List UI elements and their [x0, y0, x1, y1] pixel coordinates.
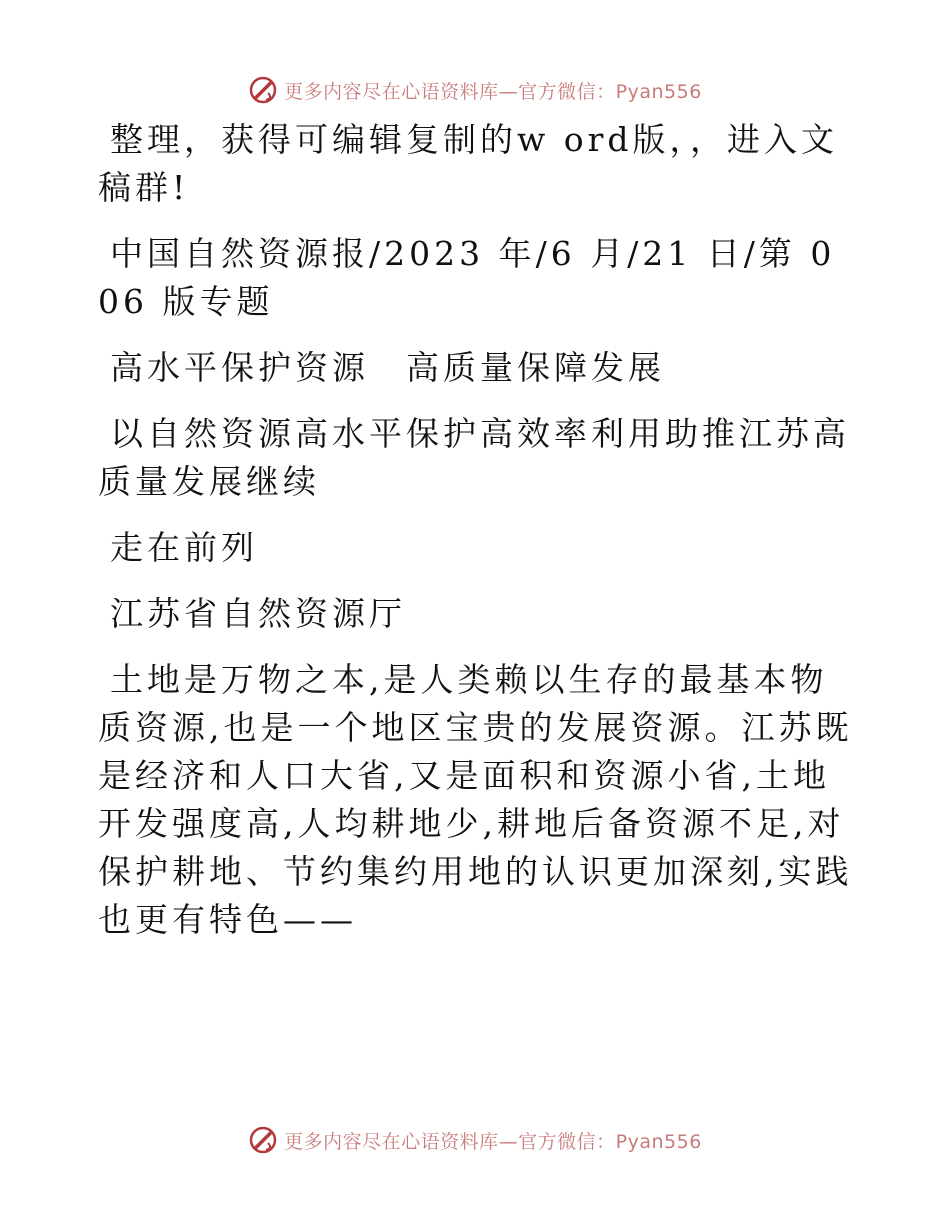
watermark-content — [248, 75, 702, 105]
paragraph-author: 江苏省自然资源厅 — [110, 594, 406, 633]
paragraph-subheadline-cont: 走在前列 — [110, 528, 258, 567]
paragraph-source: 中国自然资源报/2023 年/6 月/21 日/第 006 版专题 — [98, 234, 836, 321]
footer-watermark — [0, 1120, 950, 1160]
paragraph-subheadline: 以自然资源高水平保护高效率利用助推江苏高质量发展继续 — [98, 414, 850, 501]
watermark-text: 更多内容尽在心语资料库—官方微信：Pyan556 — [284, 80, 702, 103]
document-body — [98, 116, 858, 962]
paragraph-body: 土地是万物之本,是人类赖以生存的最基本物质资源,也是一个地区宝贵的发展资源。江苏既是经济和人口大省,又是面积和资源小省,土地开发强度高,人均耕地少,耕地后备资源不足,对保护耕地、节约集约用地的认识更加深刻,实践也更有特色—— — [98, 660, 853, 939]
watermark-content — [248, 1125, 702, 1155]
paragraph-headline: 高水平保护资源 高质量保障发展 — [110, 348, 665, 387]
watermark-text: 更多内容尽在心语资料库—官方微信：Pyan556 — [284, 1130, 702, 1153]
quill-logo-icon — [248, 75, 278, 105]
quill-logo-icon — [248, 1125, 278, 1155]
header-watermark — [0, 70, 950, 110]
paragraph-intro: 整理，获得可编辑复制的w ord版，，进入文稿群! — [98, 120, 839, 207]
